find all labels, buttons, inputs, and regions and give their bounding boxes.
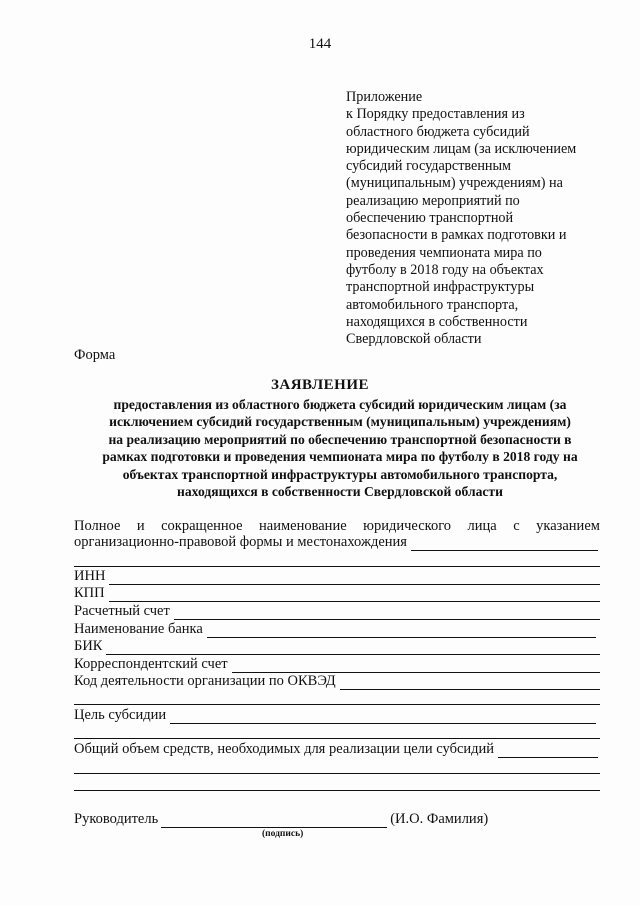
signature-input-line[interactable] (161, 814, 387, 828)
appendix-line: обеспечению транспортной (346, 210, 514, 227)
appendix-line: к Порядку предоставления из (346, 106, 525, 123)
inn-input-line[interactable] (109, 571, 600, 585)
okved-input-line[interactable] (340, 676, 600, 690)
corr-account-input-line[interactable] (232, 659, 600, 673)
account-input-line[interactable] (174, 606, 600, 620)
intro-word: лица (467, 518, 497, 534)
okved-field[interactable] (74, 673, 600, 690)
appendix-line: Приложение (346, 89, 423, 105)
blank-line[interactable] (74, 566, 600, 567)
appendix-line: безопасности в рамках подготовки и (346, 227, 567, 244)
subtitle-line: рамках подготовки и проведения чемпионата мира по футболу в 2018 году на (102, 449, 578, 465)
appendix-line: реализацию мероприятий по (346, 192, 520, 209)
blank-line[interactable] (74, 704, 600, 705)
appendix-line: (муниципальным) учреждениям) на (346, 175, 563, 192)
purpose-label: Цель субсидии (74, 707, 167, 723)
okved-label: Код деятельности организации по ОКВЭД (74, 673, 336, 689)
subtitle-line: предоставления из областного бюджета субсидий юридическим лицам (за (113, 397, 567, 412)
document-subtitle (70, 396, 610, 500)
purpose-input-line[interactable] (170, 710, 596, 724)
subtitle-line: объектах транспортной инфраструктуры автомобильного транспорта, (122, 466, 558, 482)
intro-line-1 (74, 518, 600, 535)
subtitle-line: исключением субсидий государственным (муниципальным) учреждениям) (109, 414, 571, 430)
appendix-line: проведения чемпионата мира по (346, 244, 542, 261)
subtitle-line: на реализацию мероприятий по обеспечению транспортной безопасности в (108, 431, 572, 447)
bank-field[interactable] (74, 621, 596, 638)
subtitle-line: находящихся в собственности Свердловской области (177, 484, 503, 500)
appendix-line: областного бюджета субсидий (346, 123, 530, 140)
appendix-line: автомобильного транспорта, (346, 296, 519, 313)
appendix-header (346, 89, 606, 348)
intro-word: Полное (74, 518, 121, 534)
purpose-field[interactable] (74, 707, 596, 724)
corr-account-label: Корреспондентский счет (74, 656, 228, 672)
total-amount-field[interactable] (74, 741, 598, 758)
appendix-line: находящихся в собственности (346, 313, 528, 330)
intro-word: юридического (363, 518, 452, 534)
form-label: Форма (74, 347, 116, 363)
inn-field[interactable] (74, 568, 600, 585)
bik-label: БИК (74, 638, 103, 654)
organization-name-input-line[interactable] (411, 537, 598, 551)
appendix-line: футболу в 2018 году на объектах (346, 261, 544, 278)
bik-field[interactable] (74, 638, 600, 655)
name-hint: (И.О. Фамилия) (390, 811, 489, 827)
bik-input-line[interactable] (106, 641, 600, 655)
corr-account-field[interactable] (74, 656, 600, 673)
bank-label: Наименование банка (74, 621, 203, 637)
head-label: Руководитель (74, 811, 159, 827)
intro-word: и (136, 518, 145, 534)
blank-line[interactable] (74, 790, 600, 791)
intro-word: сокращенное (161, 518, 243, 534)
inn-label: ИНН (74, 568, 106, 584)
total-amount-input-line[interactable] (498, 744, 598, 758)
kpp-field[interactable] (74, 585, 600, 602)
signature-caption: (подпись) (262, 829, 304, 839)
appendix-line: транспортной инфраструктуры (346, 279, 535, 296)
page-number: 144 (308, 36, 332, 52)
intro-word: с (513, 518, 520, 534)
organization-name-field[interactable] (74, 534, 598, 551)
bank-input-line[interactable] (207, 624, 596, 638)
intro-word: наименование (259, 518, 347, 534)
appendix-line: субсидий государственным (346, 158, 512, 175)
organization-name-label: организационно-правовой формы и местонахождения (74, 534, 407, 550)
total-amount-label: Общий объем средств, необходимых для реализации цели субсидий (74, 741, 495, 757)
blank-line[interactable] (74, 738, 600, 739)
kpp-input-line[interactable] (109, 588, 600, 602)
intro-word: указанием (536, 518, 600, 534)
blank-line[interactable] (74, 773, 600, 774)
kpp-label: КПП (74, 585, 105, 601)
appendix-line: юридическим лицам (за исключением (346, 140, 577, 157)
account-field[interactable] (74, 603, 600, 620)
signature-row (74, 811, 488, 828)
account-label: Расчетный счет (74, 603, 170, 619)
appendix-line: Свердловской области (346, 331, 482, 348)
document-title: ЗАЯВЛЕНИЕ (270, 377, 370, 393)
